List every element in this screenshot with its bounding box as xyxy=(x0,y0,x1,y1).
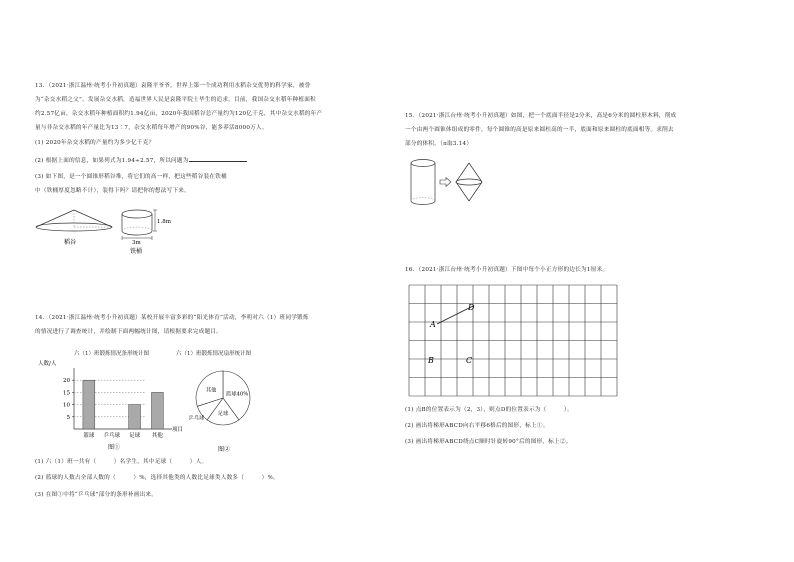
point-B-label: B xyxy=(428,356,434,365)
bucket-height-label: 1.8m xyxy=(157,219,171,225)
pie-chart-caption: 图② xyxy=(218,446,231,453)
q15-line-3: 部分的体积。（π取3.14） xyxy=(405,141,473,147)
cone-label: 稻谷 xyxy=(64,239,77,246)
bucket-label: 铁桶 xyxy=(130,248,143,255)
bar-chart-bar xyxy=(129,405,141,429)
q15-figure xyxy=(404,152,500,212)
q13-line-4: 量与非杂交水稻的年产量比为13∶7，杂交水稻每年增产的90%谷，能多养活8000万人。 xyxy=(35,125,268,131)
q14-line-2: 的情况进行了调查统计，并绘制下面两幅统计图，请根据要求完成题目。 xyxy=(35,329,223,335)
pie-chart-title: 六（1）班锻炼情况扇形统计图 xyxy=(176,351,252,357)
point-A-label: A xyxy=(430,320,436,329)
bar-chart-category-label: 篮球 xyxy=(83,433,95,439)
q14-question-2: (2) 篮球的人数占全部人数的（ ）%，选择其他类的人数比足球类人数多（ ）%。 xyxy=(35,475,279,481)
pie-chart xyxy=(190,360,270,454)
q16-question-2: (2) 画出将梯形ABCD向右平移6格后的图形，标上①。 xyxy=(405,423,549,429)
q13-question-2 xyxy=(35,156,247,165)
bar-chart-category-label: 足球 xyxy=(129,433,141,439)
bar-chart-ytick-label: 5 xyxy=(66,414,70,421)
bar-chart-ytick-label: 10 xyxy=(63,402,70,409)
bar-chart-category-label: 乒乓球 xyxy=(103,433,120,439)
q13-line-1: 13．（2021·浙江温州·统考小升初真题）袁隆平爷爷，世界上第一个成功利用水稻杂交优势的科学家，被誉 xyxy=(35,83,311,89)
pie-chart-slice-label: 乒乓球 xyxy=(188,415,205,422)
pie-chart-slice-label: 其他 xyxy=(205,387,217,394)
q13-answer-blank[interactable] xyxy=(189,156,247,162)
q15-line-2: 一个由两个圆锥体组成的零件，每个圆锥的高是原来圆柱高的一半，底面和原来圆柱的底面相等。求削去 xyxy=(405,127,674,133)
double-cone-figure xyxy=(456,163,482,201)
q13-line-2: 为“杂交水稻之父”，发展杂交水稻，造福世界人民是袁隆平院士毕生的追求。目前，我国杂交水稻年种植面积 xyxy=(35,97,316,103)
pie-chart-slice-label: 足球 xyxy=(217,410,229,417)
bar-chart xyxy=(36,356,186,452)
coordinate-grid xyxy=(408,284,620,400)
bar-chart-ylabel: 人数/人 xyxy=(38,361,57,367)
q13-question-3: (3) 如下图，是一个圆锥形稻谷堆，将它们的高一样，把这些稻谷装在铁桶 xyxy=(35,174,227,180)
bar-chart-ytick-label: 15 xyxy=(63,390,70,397)
pie-chart-slice-label: 篮球40% xyxy=(225,391,249,398)
cylinder-figure xyxy=(411,160,435,205)
q13-question-2-text: (2) 根据上面的信息，如果列式为1.94÷2.57，所以问题为 xyxy=(35,158,189,164)
q14-question-1: (1) 六（1）班一共有（ ）名学生，其中足球（ ）人。 xyxy=(35,459,208,465)
q15-line-1: 15．（2021·浙江台州·统考小升初真题）如图，把一个底面半径是2分米，高是6分米的圆柱形木料，削成 xyxy=(405,113,677,119)
bar-chart-caption: 图① xyxy=(108,444,121,451)
bucket-figure xyxy=(122,210,157,240)
arrow-icon xyxy=(440,178,451,187)
q13-question-3-cont: 中（铁桶厚度忽略不计），装得下吗？请把你的想法写下来。 xyxy=(35,188,190,194)
cone-heap-figure xyxy=(36,210,112,231)
bucket-diameter-label: 3m xyxy=(132,240,141,246)
q14-line-1: 14．（2021·浙江温州·统考小升初真题）某校开展丰富多彩的“阳光体育”活动，李明对六（1）班同学锻炼 xyxy=(35,315,309,321)
q16-line-1: 16．（2021·浙江台州·统考小升初真题）下图中每个小正方形的边长为1厘米。 xyxy=(405,267,609,273)
bar-chart-title: 六（1）班锻炼情况条形统计图 xyxy=(74,351,150,357)
q16-question-1: (1) 点B的位置表示为（2，3），则点D的位置表示为（ ）。 xyxy=(405,407,573,413)
q13-question-1: (1) 2020年杂交水稻的产量约为多少亿千克？ xyxy=(35,140,155,146)
q16-question-3: (3) 画出将梯形ABCD绕点C顺时针旋转90°后的图形，标上②。 xyxy=(405,439,572,445)
grid-lines xyxy=(409,285,617,396)
point-D-label: D xyxy=(468,303,475,312)
bar-chart-bar xyxy=(83,380,95,429)
bar-chart-ytick-label: 20 xyxy=(63,378,70,385)
q14-question-3: (3) 在图①中将“乒乓球”部分的条形补画出来。 xyxy=(35,492,158,498)
q13-figure xyxy=(30,198,190,256)
bar-chart-bar xyxy=(151,392,163,429)
point-C-label: C xyxy=(466,356,473,365)
q13-line-3: 约2.57亿亩，杂交水稻年种植面积约1.94亿亩，2020年我国稻谷总产量约为120亿千克，其中杂交水稻的年产 xyxy=(35,111,323,117)
bar-chart-xlabel: 项目 xyxy=(172,427,184,433)
bar-chart-category-label: 其他 xyxy=(151,433,163,439)
